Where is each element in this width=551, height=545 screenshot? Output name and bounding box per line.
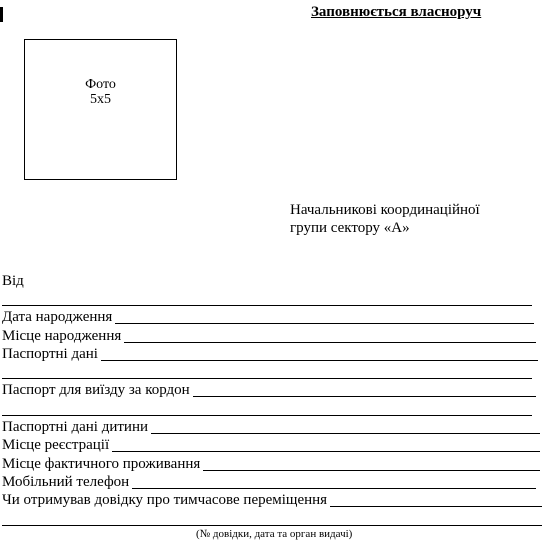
addressee-block <box>290 201 480 237</box>
certificate-details-line[interactable] <box>2 525 542 526</box>
certificate-caption: (№ довідки, дата та орган видачі) <box>196 528 353 540</box>
foreign-passport-label: Паспорт для виїзду за кордон <box>2 382 193 399</box>
addressee-line-2: групи сектору «А» <box>290 220 410 236</box>
birth-place-label: Місце народження <box>2 328 124 345</box>
mobile-label: Мобільний телефон <box>2 474 132 491</box>
photo-label: Фото <box>85 77 116 92</box>
passport-label: Паспортні дані <box>2 346 101 363</box>
passport-extra-line[interactable] <box>2 378 532 379</box>
photo-size: 5х5 <box>90 92 111 107</box>
margin-marker <box>0 7 3 22</box>
certificate-question-label: Чи отримував довідку про тимчасове переміщення <box>2 492 330 509</box>
registration-label: Місце реєстрації <box>2 437 112 454</box>
foreign-passport-extra-line[interactable] <box>2 415 532 416</box>
residence-label: Місце фактичного проживання <box>2 456 203 473</box>
from-name-line[interactable] <box>2 305 532 306</box>
header-note: Заповнюється власноруч <box>311 4 482 20</box>
photo-placeholder <box>24 39 177 180</box>
child-passport-label: Паспортні дані дитини <box>2 419 151 436</box>
from-label: Від <box>2 273 24 289</box>
birth-date-label: Дата народження <box>2 309 115 326</box>
addressee-line-1: Начальникові координаційної <box>290 202 480 218</box>
